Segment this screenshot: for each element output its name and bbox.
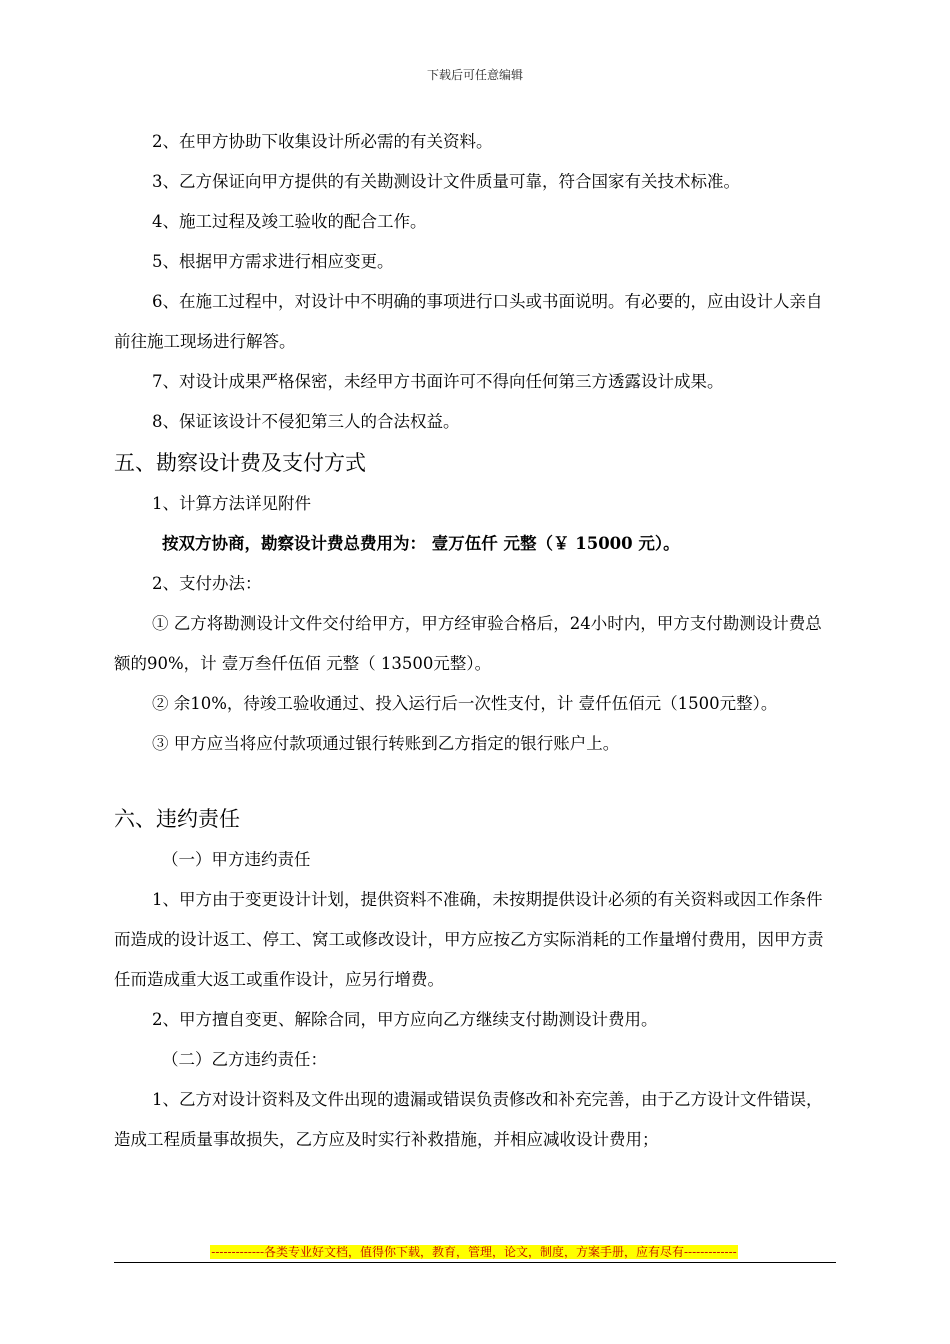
section-heading-fees: 五、勘察设计费及支付方式 (114, 451, 366, 475)
payment-item: ② 余10%，待竣工验收通过、投入运行后一次性支付，计 壹仟伍佰元（1500元整）。 (152, 694, 778, 713)
footer-banner-text: -------------各类专业好文档，值得你下载，教育，管理，论文，制度，方案手册，应有尽有------------- (211, 1245, 737, 1259)
total-fee-statement: 按双方协商，勘察设计费总费用为： 壹万伍仟 元整（￥ 15000 元）。 (162, 534, 680, 553)
footer-divider (114, 1262, 836, 1263)
clause-item: 3、乙方保证向甲方提供的有关勘测设计文件质量可靠，符合国家有关技术标准。 (152, 172, 740, 191)
section-heading-liability: 六、违约责任 (114, 807, 240, 831)
clause-item: 7、对设计成果严格保密，未经甲方书面许可不得向任何第三方透露设计成果。 (152, 372, 724, 391)
page-header: 下载后可任意编辑 (426, 68, 523, 82)
clause-item: 1、计算方法详见附件 (152, 494, 311, 513)
clause-item: 2、支付办法： (152, 574, 262, 593)
subsection-title: （二）乙方违约责任： (162, 1050, 327, 1069)
clause-item: 2、在甲方协助下收集设计所必需的有关资料。 (152, 132, 493, 151)
payment-item: ① 乙方将勘测设计文件交付给甲方，甲方经审验合格后，24小时内，甲方支付勘测设计费总额的90%，计 壹万叁仟伍佰 元整（ 13500元整）。 (114, 614, 822, 673)
clause-item: 2、甲方擅自变更、解除合同，甲方应向乙方继续支付勘测设计费用。 (152, 1010, 658, 1029)
clause-item: 1、甲方由于变更设计计划，提供资料不准确，未按期提供设计必须的有关资料或因工作条件而造成的设计返工、停工、窝工或修改设计，甲方应按乙方实际消耗的工作量增付费用，因甲方责任而造成重大返工或重作设计，应另行增费。 (114, 890, 824, 989)
payment-item: ③ 甲方应当将应付款项通过银行转账到乙方指定的银行账户上。 (152, 734, 620, 753)
subsection-title: （一）甲方违约责任 (162, 850, 311, 869)
clause-item: 1、乙方对设计资料及文件出现的遗漏或错误负责修改和补充完善，由于乙方设计文件错误，造成工程质量事故损失，乙方应及时实行补救措施，并相应减收设计费用； (114, 1090, 823, 1149)
spacer (114, 764, 838, 798)
clause-item: 6、在施工过程中，对设计中不明确的事项进行口头或书面说明。有必要的，应由设计人亲自前往施工现场进行解答。 (114, 292, 823, 351)
page-footer (158, 1244, 790, 1260)
clause-item: 4、施工过程及竣工验收的配合工作。 (152, 212, 427, 231)
clause-item: 5、根据甲方需求进行相应变更。 (152, 252, 394, 271)
clause-item: 8、保证该设计不侵犯第三人的合法权益。 (152, 412, 460, 431)
document-body (114, 122, 838, 1160)
